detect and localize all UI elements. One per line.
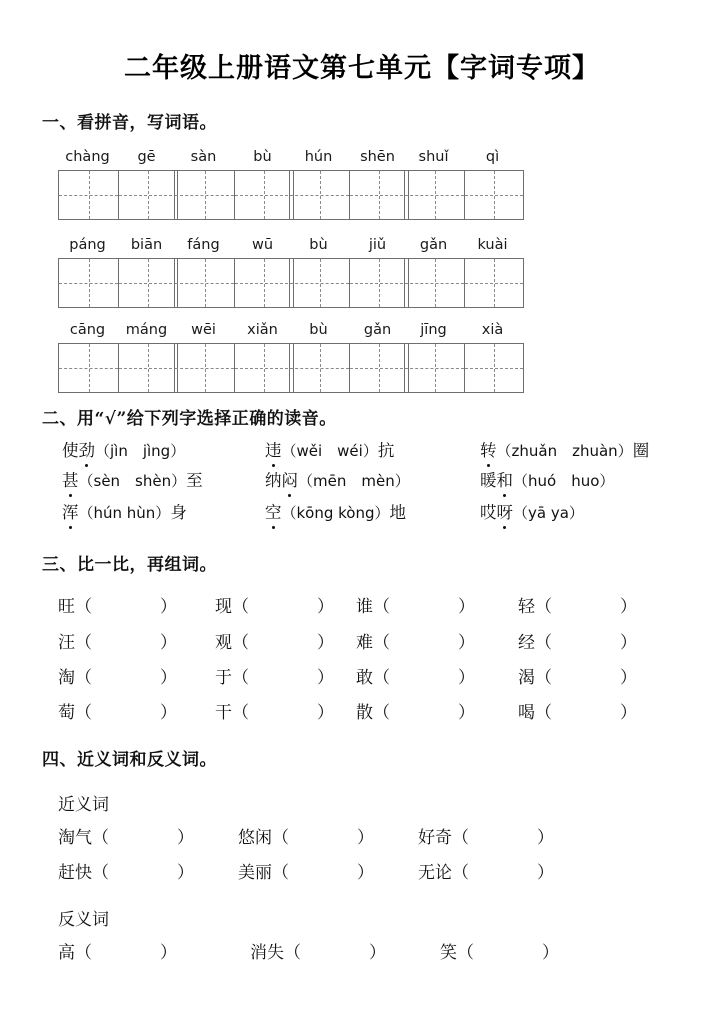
- base-character: 经: [518, 633, 535, 653]
- antonym-row-1: [0, 938, 724, 974]
- tianzige-cell[interactable]: [405, 259, 464, 307]
- prompt-word: 无论: [418, 863, 452, 883]
- antonym-item[interactable]: [250, 938, 386, 968]
- tianzige-cell[interactable]: [290, 344, 349, 392]
- base-character: 谁: [356, 597, 373, 617]
- reading-options[interactable]: （kōng kòng）: [281, 504, 390, 522]
- tianzige-cell[interactable]: [464, 259, 523, 307]
- tianzige-cell[interactable]: [175, 259, 234, 307]
- base-character: 萄: [58, 703, 75, 723]
- answer-blank[interactable]: （ ）: [284, 943, 386, 963]
- base-character: 敢: [356, 668, 373, 688]
- answer-blank[interactable]: （ ）: [452, 863, 554, 883]
- word-build-item[interactable]: [356, 698, 475, 728]
- word-build-row-4: [0, 698, 724, 734]
- word-build-item[interactable]: [518, 698, 637, 728]
- synonym-row-2: [0, 858, 724, 894]
- reading-options[interactable]: （jìn jìng）: [95, 442, 186, 460]
- prompt-word: 笑: [440, 943, 457, 963]
- pinyin-label: cāng: [69, 322, 106, 338]
- pinyin-label: gǎn: [419, 237, 448, 253]
- word-build-item[interactable]: [215, 628, 334, 658]
- word-build-row-3: [0, 663, 724, 699]
- section-heading-1: 一、看拼音，写词语。: [42, 113, 217, 133]
- word-build-item[interactable]: [58, 698, 177, 728]
- pinyin-label: chàng: [65, 149, 110, 165]
- tianzige-box[interactable]: [174, 170, 294, 220]
- tianzige-box[interactable]: [58, 343, 178, 393]
- prompt-word: 淘气: [58, 828, 92, 848]
- pinyin-label-pair: [58, 313, 178, 339]
- prompt-word: 美丽: [238, 863, 272, 883]
- reading-choice-item[interactable]: [480, 438, 649, 464]
- tianzige-cell[interactable]: [118, 171, 177, 219]
- word-build-item[interactable]: [518, 663, 637, 693]
- answer-blank[interactable]: （ ）: [232, 597, 334, 617]
- reading-char-suffix: 圈: [632, 441, 650, 460]
- pinyin-label: páng: [69, 237, 106, 253]
- reading-choice-item[interactable]: [265, 500, 406, 526]
- tianzige-cell[interactable]: [175, 171, 234, 219]
- tianzige-cell[interactable]: [59, 344, 118, 392]
- answer-blank[interactable]: （ ）: [452, 828, 554, 848]
- reading-char-suffix: 至: [186, 471, 203, 490]
- base-character: 喝: [518, 703, 535, 723]
- answer-blank[interactable]: （ ）: [457, 943, 559, 963]
- pinyin-label: xiǎn: [247, 322, 278, 338]
- word-build-item[interactable]: [215, 698, 334, 728]
- target-char-with-dot: 转: [480, 438, 497, 464]
- pinyin-label-pair: [289, 228, 409, 254]
- answer-blank[interactable]: （ ）: [535, 633, 637, 653]
- reading-choice-item[interactable]: [62, 468, 203, 494]
- tianzige-box[interactable]: [289, 343, 409, 393]
- word-build-item[interactable]: [518, 628, 637, 658]
- pinyin-label: bù: [253, 149, 272, 165]
- reading-char-suffix: 身: [170, 503, 187, 522]
- answer-blank[interactable]: （ ）: [75, 668, 177, 688]
- synonym-row-1: [0, 823, 724, 859]
- pinyin-label-pair: [174, 313, 294, 339]
- base-character: 汪: [58, 633, 75, 653]
- pinyin-label: sàn: [190, 149, 217, 165]
- word-build-item[interactable]: [356, 628, 475, 658]
- pinyin-label: wēi: [191, 322, 216, 338]
- tianzige-box[interactable]: [174, 343, 294, 393]
- base-character: 难: [356, 633, 373, 653]
- target-char-with-dot: 和: [497, 468, 514, 494]
- reading-choice-item[interactable]: [480, 468, 614, 494]
- answer-blank[interactable]: （ ）: [75, 633, 177, 653]
- answer-blank[interactable]: （ ）: [75, 943, 177, 963]
- pinyin-word-group: [404, 313, 524, 393]
- pinyin-label: jīng: [420, 322, 447, 338]
- prompt-word: 高: [58, 943, 75, 963]
- pinyin-grid-row-2: [58, 228, 678, 308]
- pinyin-label: wū: [251, 237, 274, 253]
- base-character: 现: [215, 597, 232, 617]
- answer-blank[interactable]: （ ）: [373, 703, 475, 723]
- tianzige-box[interactable]: [404, 258, 524, 308]
- base-character: 淘: [58, 668, 75, 688]
- reading-char-prefix: 暖: [480, 471, 497, 490]
- pinyin-label-pair: [174, 228, 294, 254]
- target-char-with-dot: 闷: [282, 468, 299, 494]
- tianzige-cell[interactable]: [234, 259, 293, 307]
- pinyin-word-group: [58, 313, 178, 393]
- word-build-item[interactable]: [215, 592, 334, 622]
- choose-reading-row-1: [0, 438, 724, 468]
- word-build-item[interactable]: [356, 663, 475, 693]
- tianzige-cell[interactable]: [290, 171, 349, 219]
- base-character: 观: [215, 633, 232, 653]
- word-build-row-1: [0, 592, 724, 628]
- tianzige-cell[interactable]: [175, 344, 234, 392]
- prompt-word: 好奇: [418, 828, 452, 848]
- synonym-item[interactable]: [58, 823, 194, 853]
- pinyin-word-group: [404, 140, 524, 220]
- tianzige-cell[interactable]: [349, 171, 408, 219]
- tianzige-cell[interactable]: [464, 171, 523, 219]
- pinyin-word-group: [174, 140, 294, 220]
- word-build-item[interactable]: [518, 592, 637, 622]
- answer-blank[interactable]: （ ）: [373, 668, 475, 688]
- pinyin-label-pair: [404, 228, 524, 254]
- tianzige-cell[interactable]: [349, 344, 408, 392]
- tianzige-cell[interactable]: [290, 259, 349, 307]
- pinyin-label-pair: [404, 313, 524, 339]
- reading-options[interactable]: （wěi wéi）: [281, 442, 378, 460]
- reading-char-suffix: 地: [389, 503, 407, 522]
- base-character: 干: [215, 703, 232, 723]
- base-character: 散: [356, 703, 373, 723]
- reading-char-prefix: 哎: [480, 503, 497, 522]
- tianzige-box[interactable]: [404, 343, 524, 393]
- reading-options[interactable]: （zhuǎn zhuàn）: [496, 442, 633, 460]
- synonym-item[interactable]: [418, 823, 554, 853]
- answer-blank[interactable]: （ ）: [272, 828, 374, 848]
- pinyin-label: kuài: [477, 237, 508, 253]
- section-heading-3: 三、比一比，再组词。: [42, 555, 217, 575]
- tianzige-cell[interactable]: [405, 171, 464, 219]
- antonym-label: 反义词: [58, 910, 109, 930]
- pinyin-label: fáng: [187, 237, 220, 253]
- answer-blank[interactable]: （ ）: [92, 828, 194, 848]
- antonym-item[interactable]: [440, 938, 559, 968]
- answer-blank[interactable]: （ ）: [75, 703, 177, 723]
- tianzige-box[interactable]: [58, 170, 178, 220]
- pinyin-label: máng: [125, 322, 168, 338]
- pinyin-word-group: [58, 228, 178, 308]
- answer-blank[interactable]: （ ）: [373, 633, 475, 653]
- reading-choice-item[interactable]: [62, 500, 187, 526]
- pinyin-word-group: [174, 313, 294, 393]
- pinyin-label: bù: [309, 322, 328, 338]
- tianzige-cell[interactable]: [234, 344, 293, 392]
- pinyin-label: xià: [481, 322, 504, 338]
- pinyin-label: jiǔ: [368, 237, 387, 253]
- tianzige-cell[interactable]: [464, 344, 523, 392]
- word-build-item[interactable]: [356, 592, 475, 622]
- section-heading-4: 四、近义词和反义词。: [42, 750, 217, 770]
- synonym-item[interactable]: [58, 858, 194, 888]
- synonym-item[interactable]: [238, 823, 374, 853]
- reading-options[interactable]: （hún hùn）: [78, 504, 171, 522]
- reading-choice-item[interactable]: [265, 438, 394, 464]
- answer-blank[interactable]: （ ）: [535, 668, 637, 688]
- prompt-word: 消失: [250, 943, 284, 963]
- synonym-item[interactable]: [238, 858, 374, 888]
- pinyin-label-pair: [58, 140, 178, 166]
- prompt-word: 悠闲: [238, 828, 272, 848]
- tianzige-cell[interactable]: [405, 344, 464, 392]
- answer-blank[interactable]: （ ）: [232, 703, 334, 723]
- pinyin-label: qì: [485, 149, 500, 165]
- synonym-label: 近义词: [58, 795, 109, 815]
- target-char-with-dot: 空: [265, 500, 282, 526]
- reading-char-prefix: 纳: [265, 471, 282, 490]
- tianzige-box[interactable]: [289, 170, 409, 220]
- answer-blank[interactable]: （ ）: [232, 668, 334, 688]
- target-char-with-dot: 浑: [62, 500, 79, 526]
- answer-blank[interactable]: （ ）: [75, 597, 177, 617]
- tianzige-cell[interactable]: [349, 259, 408, 307]
- antonym-item[interactable]: [58, 938, 177, 968]
- pinyin-word-group: [289, 228, 409, 308]
- word-build-item[interactable]: [58, 663, 177, 693]
- reading-choice-item[interactable]: [62, 438, 185, 464]
- target-char-with-dot: 违: [265, 438, 282, 464]
- tianzige-cell[interactable]: [118, 259, 177, 307]
- answer-blank[interactable]: （ ）: [232, 633, 334, 653]
- pinyin-label: bù: [309, 237, 328, 253]
- tianzige-cell[interactable]: [59, 171, 118, 219]
- tianzige-box[interactable]: [174, 258, 294, 308]
- pinyin-label: shuǐ: [418, 149, 449, 165]
- reading-char-suffix: 抗: [377, 441, 395, 460]
- pinyin-label-pair: [289, 140, 409, 166]
- tianzige-box[interactable]: [289, 258, 409, 308]
- pinyin-label: gē: [137, 149, 156, 165]
- target-char-with-dot: 甚: [62, 468, 79, 494]
- base-character: 渴: [518, 668, 535, 688]
- pinyin-label-pair: [58, 228, 178, 254]
- answer-blank[interactable]: （ ）: [373, 597, 475, 617]
- pinyin-word-group: [404, 228, 524, 308]
- pinyin-word-group: [289, 313, 409, 393]
- base-character: 于: [215, 668, 232, 688]
- answer-blank[interactable]: （ ）: [92, 863, 194, 883]
- reading-choice-item[interactable]: [265, 468, 410, 494]
- pinyin-label-pair: [289, 313, 409, 339]
- reading-options[interactable]: （mēn mèn）: [298, 472, 410, 490]
- tianzige-box[interactable]: [58, 258, 178, 308]
- answer-blank[interactable]: （ ）: [535, 597, 637, 617]
- tianzige-cell[interactable]: [59, 259, 118, 307]
- word-build-row-2: [0, 628, 724, 664]
- target-char-with-dot: 劲: [79, 438, 96, 464]
- prompt-word: 赶快: [58, 863, 92, 883]
- page-title: 二年级上册语文第七单元【字词专项】: [124, 53, 600, 84]
- pinyin-label: gǎn: [363, 322, 392, 338]
- answer-blank[interactable]: （ ）: [535, 703, 637, 723]
- pinyin-label-pair: [174, 140, 294, 166]
- word-build-item[interactable]: [58, 592, 177, 622]
- pinyin-word-group: [174, 228, 294, 308]
- pinyin-word-group: [58, 140, 178, 220]
- word-build-item[interactable]: [215, 663, 334, 693]
- answer-blank[interactable]: （ ）: [272, 863, 374, 883]
- choose-reading-row-3: [0, 500, 724, 530]
- word-build-item[interactable]: [58, 628, 177, 658]
- pinyin-label: shēn: [360, 149, 395, 165]
- base-character: 旺: [58, 597, 75, 617]
- pinyin-word-group: [289, 140, 409, 220]
- section-heading-2: 二、用“√”给下列字选择正确的读音。: [42, 409, 337, 429]
- reading-options[interactable]: （huó huo）: [513, 472, 615, 490]
- synonym-item[interactable]: [418, 858, 554, 888]
- reading-char-prefix: 使: [62, 441, 79, 460]
- pinyin-grid-row-3: [58, 313, 678, 393]
- reading-choice-item[interactable]: [480, 500, 584, 526]
- base-character: 轻: [518, 597, 535, 617]
- reading-options[interactable]: （yā ya）: [513, 504, 584, 522]
- pinyin-grid-row-1: [58, 140, 678, 220]
- tianzige-cell[interactable]: [234, 171, 293, 219]
- pinyin-label: biān: [130, 237, 163, 253]
- pinyin-label-pair: [404, 140, 524, 166]
- pinyin-label: hún: [304, 149, 333, 165]
- target-char-with-dot: 呀: [497, 500, 514, 526]
- reading-options[interactable]: （sèn shèn）: [78, 472, 187, 490]
- choose-reading-row-2: [0, 468, 724, 498]
- tianzige-box[interactable]: [404, 170, 524, 220]
- tianzige-cell[interactable]: [118, 344, 177, 392]
